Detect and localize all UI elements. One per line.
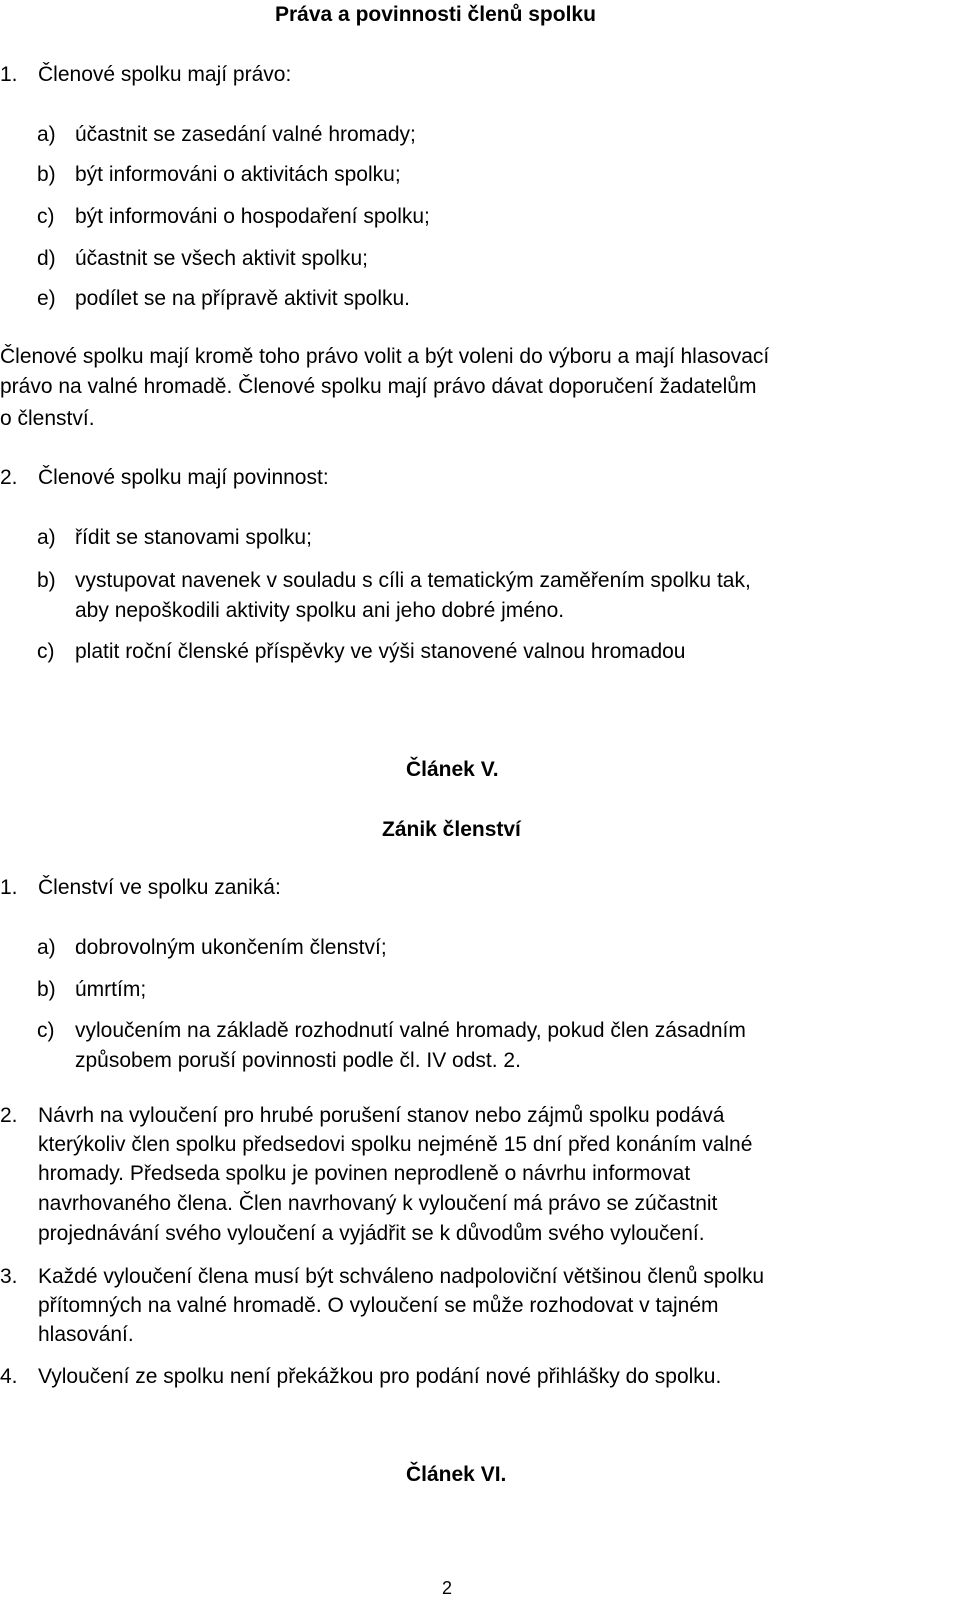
- duties-number: 2.: [0, 466, 18, 489]
- paragraph-number: 3.: [0, 1265, 18, 1288]
- page-number: 2: [442, 1578, 453, 1598]
- list-item-label: b): [37, 163, 56, 186]
- rights-heading: [0, 60, 291, 90]
- list-item-label: c): [37, 205, 55, 228]
- list-item-label: e): [37, 287, 56, 310]
- list-item: [0, 160, 960, 190]
- list-item: [0, 244, 960, 274]
- article5-heading: Článek V.: [406, 758, 499, 781]
- duties-heading: [0, 463, 329, 493]
- paragraph-line: Návrh na vyloučení pro hrubé porušení stanov nebo zájmů spolku podává: [38, 1104, 725, 1127]
- page-title: Práva a povinnosti členů spolku: [275, 3, 596, 26]
- list-item-text: platit roční členské příspěvky ve výši stanovené valnou hromadou: [75, 640, 686, 663]
- list-item-text: úmrtím;: [75, 978, 147, 1001]
- paragraph-line: kterýkoliv člen spolku předsedovi spolku nejméně 15 dní před konáním valné: [38, 1133, 753, 1156]
- list-item-text: způsobem poruší povinnosti podle čl. IV odst. 2.: [75, 1049, 521, 1072]
- list-item-continuation: [0, 1046, 960, 1076]
- rights-note-line: právo na valné hromadě. Členové spolku mají právo dávat doporučení žadatelům: [0, 375, 757, 398]
- list-item-label: b): [37, 569, 56, 592]
- article5-p1-heading-text: Členství ve spolku zaniká:: [38, 876, 281, 899]
- article5-subheading: Zánik členství: [382, 818, 521, 841]
- paragraph-line: přítomných na valné hromadě. O vyloučení se může rozhodovat v tajném: [38, 1294, 719, 1317]
- list-item: [0, 1016, 960, 1046]
- list-item-text: být informováni o aktivitách spolku;: [75, 163, 401, 186]
- list-item-text: vystupovat navenek v souladu s cíli a tematickým zaměřením spolku tak,: [75, 569, 751, 592]
- paragraph-line: projednávání svého vyloučení a vyjádřit se k důvodům svého vyloučení.: [38, 1222, 705, 1245]
- list-item-text: dobrovolným ukončením členství;: [75, 936, 387, 959]
- list-item: [0, 933, 960, 963]
- paragraph-number: 4.: [0, 1365, 18, 1388]
- article6-heading: Článek VI.: [406, 1463, 507, 1486]
- list-item-text: aby nepoškodili aktivity spolku ani jeho dobré jméno.: [75, 599, 565, 622]
- paragraph-line: hlasování.: [38, 1323, 134, 1346]
- list-item: [0, 120, 960, 150]
- list-item-text: vyloučením na základě rozhodnutí valné hromady, pokud člen zásadním: [75, 1019, 746, 1042]
- list-item-label: a): [37, 526, 56, 549]
- rights-note-line: Členové spolku mají kromě toho právo volit a být voleni do výboru a mají hlasovací: [0, 345, 770, 368]
- paragraph-line: navrhovaného člena. Člen navrhovaný k vyloučení má právo se zúčastnit: [38, 1192, 718, 1215]
- rights-number: 1.: [0, 63, 18, 86]
- list-item: [0, 637, 960, 667]
- list-item-label: d): [37, 247, 56, 270]
- list-item-label: b): [37, 978, 56, 1001]
- list-item: [0, 523, 960, 553]
- list-item: [0, 284, 960, 314]
- duties-heading-text: Členové spolku mají povinnost:: [38, 466, 329, 489]
- list-item-text: podílet se na přípravě aktivit spolku.: [75, 287, 411, 310]
- list-item-label: c): [37, 640, 55, 663]
- list-item-continuation: [0, 596, 960, 626]
- list-item-text: být informováni o hospodaření spolku;: [75, 205, 430, 228]
- list-item-text: účastnit se všech aktivit spolku;: [75, 247, 368, 270]
- paragraph-line: Každé vyloučení člena musí být schváleno nadpoloviční většinou členů spolku: [38, 1265, 765, 1288]
- list-item-text: účastnit se zasedání valné hromady;: [75, 123, 416, 146]
- list-item-label: a): [37, 936, 56, 959]
- paragraph-line: Vyloučení ze spolku není překážkou pro podání nové přihlášky do spolku.: [38, 1365, 722, 1388]
- rights-heading-text: Členové spolku mají právo:: [38, 63, 292, 86]
- article5-p1-number: 1.: [0, 876, 18, 899]
- rights-note-line: o členství.: [0, 407, 95, 430]
- list-item-label: c): [37, 1019, 55, 1042]
- list-item: [0, 202, 960, 232]
- paragraph-number: 2.: [0, 1104, 18, 1127]
- list-item-text: řídit se stanovami spolku;: [75, 526, 312, 549]
- paragraph-line: hromady. Předseda spolku je povinen neprodleně o návrhu informovat: [38, 1162, 691, 1185]
- list-item-label: a): [37, 123, 56, 146]
- list-item: [0, 975, 960, 1005]
- list-item: [0, 566, 960, 596]
- article5-p1-heading: [0, 873, 281, 903]
